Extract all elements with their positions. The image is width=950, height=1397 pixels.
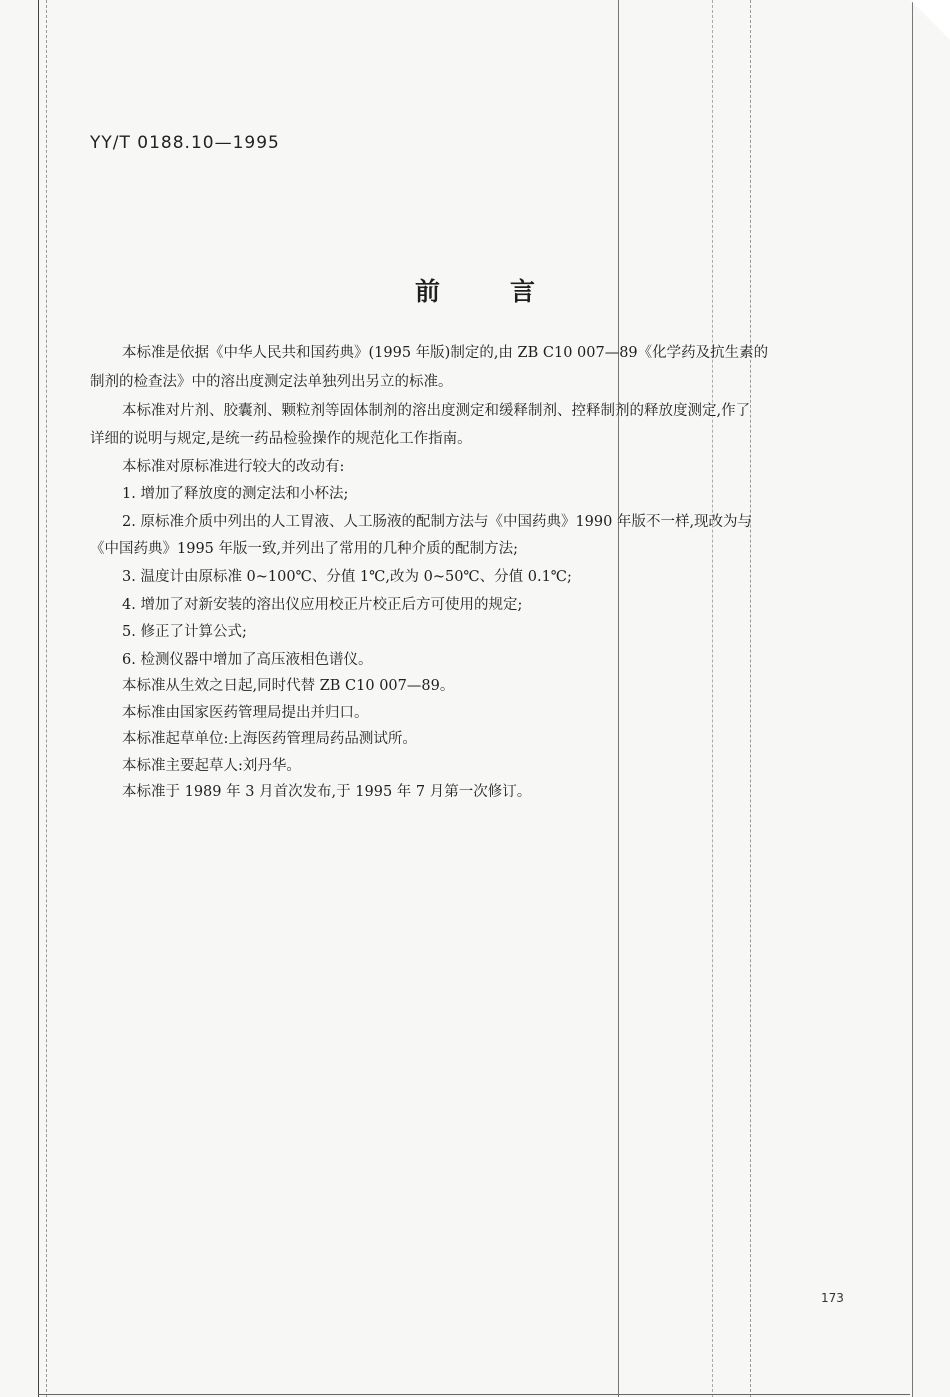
scan-line-left — [38, 0, 39, 1397]
paragraph-6: 本标准起草单位:上海医药管理局药品测试所。 — [122, 731, 417, 747]
scan-line-left-dashed — [46, 0, 47, 1397]
standard-code: YY/T 0188.10—1995 — [90, 133, 280, 153]
paragraph-4: 本标准从生效之日起,同时代替 ZB C10 007—89。 — [122, 678, 455, 694]
title-char-2: 言 — [510, 277, 536, 306]
page-title — [0, 272, 950, 308]
scan-line-right-dashed — [712, 0, 713, 1397]
list-item-5: 5. 修正了计算公式; — [122, 624, 247, 640]
paragraph-5: 本标准由国家医药管理局提出并归口。 — [122, 705, 369, 721]
paragraph-1-line-2: 制剂的检查法》中的溶出度测定法单独列出另立的标准。 — [90, 374, 453, 390]
scan-line-middle — [618, 0, 619, 1397]
paragraph-7: 本标准主要起草人:刘丹华。 — [122, 758, 301, 774]
scan-line-right — [912, 0, 913, 1397]
list-item-3: 3. 温度计由原标准 0~100℃、分值 1℃,改为 0~50℃、分值 0.1℃; — [122, 569, 572, 585]
paragraph-8: 本标准于 1989 年 3 月首次发布,于 1995 年 7 月第一次修订。 — [122, 784, 532, 800]
page-number: 173 — [821, 1291, 844, 1305]
page-corner-fold — [910, 0, 950, 40]
list-item-1: 1. 增加了释放度的测定法和小杯法; — [122, 486, 349, 502]
paragraph-3: 本标准对原标准进行较大的改动有: — [122, 459, 345, 475]
title-char-1: 前 — [414, 277, 440, 306]
list-item-2-line-2: 《中国药典》1995 年版一致,并列出了常用的几种介质的配制方法; — [90, 541, 519, 557]
paragraph-1-line-1: 本标准是依据《中华人民共和国药典》(1995 年版)制定的,由 ZB C10 007—89《化学药及抗生素的 — [122, 345, 769, 361]
scan-line-right-dashed-2 — [750, 0, 751, 1397]
list-item-2-line-1: 2. 原标准介质中列出的人工胃液、人工肠液的配制方法与《中国药典》1990 年版不一样,现改为与 — [122, 514, 753, 530]
paragraph-2-line-2: 详细的说明与规定,是统一药品检验操作的规范化工作指南。 — [90, 431, 472, 447]
scan-line-bottom — [38, 1394, 910, 1395]
list-item-6: 6. 检测仪器中增加了高压液相色谱仪。 — [122, 652, 373, 668]
list-item-4: 4. 增加了对新安装的溶出仪应用校正片校正后方可使用的规定; — [122, 597, 523, 613]
paragraph-2-line-1: 本标准对片剂、胶囊剂、颗粒剂等固体制剂的溶出度测定和缓释制剂、控释制剂的释放度测定,作了 — [122, 403, 751, 419]
